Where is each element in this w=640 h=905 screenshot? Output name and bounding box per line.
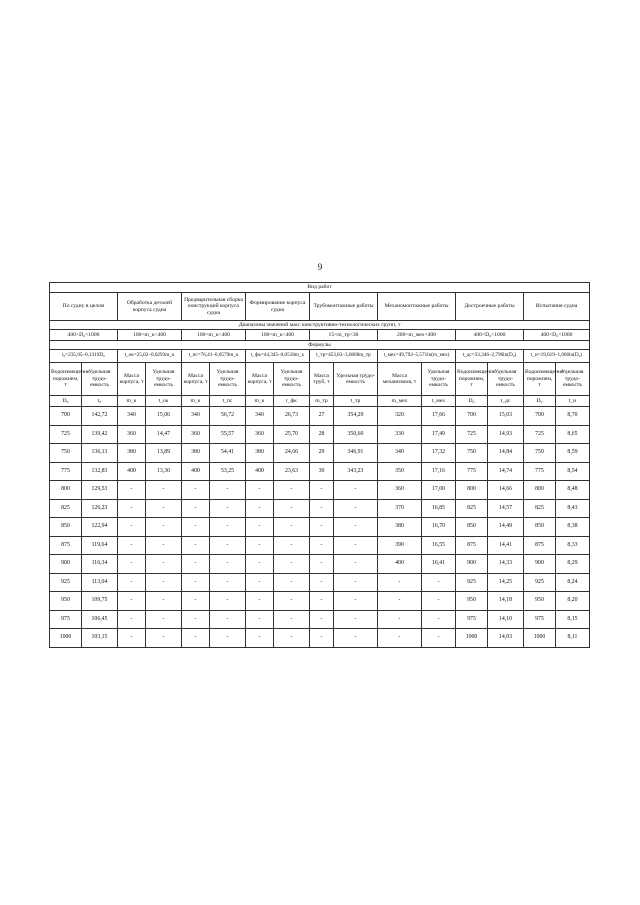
table-cell: 16,41 xyxy=(422,555,456,574)
table-cell: 850 xyxy=(456,518,488,537)
table-cell: 800 xyxy=(524,481,556,500)
table-row xyxy=(50,629,590,648)
column-header: Масса механизмов, т xyxy=(378,363,422,396)
column-header: Масса корпуса, т xyxy=(118,363,146,396)
table-row xyxy=(50,555,590,574)
work-type-header: Достроечные работы xyxy=(456,293,524,321)
mass-range-cell: 15<m_тр<30 xyxy=(310,330,378,341)
table-cell: 17,32 xyxy=(422,444,456,463)
table-cell: - xyxy=(310,518,334,537)
table-cell: 1000 xyxy=(456,629,488,648)
table-cell: 16,70 xyxy=(422,518,456,537)
table-cell: 14,57 xyxy=(488,499,524,518)
column-header: Удельная трудо-емкость xyxy=(210,363,246,396)
table-cell: 400 xyxy=(118,462,146,481)
table-cell: 750 xyxy=(456,444,488,463)
table-cell: - xyxy=(274,592,310,611)
table-cell: - xyxy=(182,629,210,648)
table-cell: 16,55 xyxy=(422,536,456,555)
table-cell: - xyxy=(210,499,246,518)
table-cell: 775 xyxy=(524,462,556,481)
table-cell: 750 xyxy=(50,444,82,463)
table-cell: 343,23 xyxy=(334,462,378,481)
table-cell: - xyxy=(118,481,146,500)
table-cell: 14,18 xyxy=(488,592,524,611)
table-cell: 16,85 xyxy=(422,499,456,518)
table-cell: 54,41 xyxy=(210,444,246,463)
table-cell: 8,29 xyxy=(556,555,590,574)
column-header: Удельная трудо-емкость xyxy=(334,363,378,396)
table-cell: 330 xyxy=(378,425,422,444)
table-cell: - xyxy=(378,573,422,592)
table-cell: - xyxy=(210,518,246,537)
table-cell: - xyxy=(378,592,422,611)
table-cell: 800 xyxy=(50,481,82,500)
mass-range-cell: 400<D₀<1000 xyxy=(456,330,524,341)
table-cell: - xyxy=(310,573,334,592)
table-cell: 13,89 xyxy=(146,444,182,463)
mass-range-cell: 200<m_мех<400 xyxy=(378,330,456,341)
mass-range-cell: 400<D₀<1000 xyxy=(50,330,118,341)
column-symbol: m_к xyxy=(246,396,274,407)
column-header: Удельная трудо-емкость xyxy=(488,363,524,396)
mass-range-cell: 400<D₀<1000 xyxy=(524,330,590,341)
table-cell: 340 xyxy=(118,407,146,426)
table-cell: 875 xyxy=(50,536,82,555)
table-cell: - xyxy=(310,610,334,629)
table-cell: - xyxy=(310,536,334,555)
ranges-title: Диапазоны значений масс конструктивно-технологических групп, т xyxy=(50,321,590,330)
column-symbol: m_к xyxy=(118,396,146,407)
table-cell: - xyxy=(246,481,274,500)
table-cell: 8,33 xyxy=(556,536,590,555)
table-cell: - xyxy=(146,499,182,518)
table-cell: 55,57 xyxy=(210,425,246,444)
table-cell: 925 xyxy=(50,573,82,592)
work-type-header: Механомонтажные работы xyxy=(378,293,456,321)
table-cell: 360 xyxy=(182,425,210,444)
table-cell: 25,70 xyxy=(274,425,310,444)
table-row xyxy=(50,444,590,463)
table-row xyxy=(50,610,590,629)
table-cell: 400 xyxy=(246,462,274,481)
table-cell: - xyxy=(146,610,182,629)
table-cell: - xyxy=(334,555,378,574)
table-cell: 14,74 xyxy=(488,462,524,481)
table-cell: 14,33 xyxy=(488,555,524,574)
work-type-header: Предварительная сборка конструкций корпуса судна xyxy=(182,293,246,321)
table-cell: - xyxy=(118,573,146,592)
table-cell: 875 xyxy=(524,536,556,555)
table-cell: 28 xyxy=(310,425,334,444)
table-cell: 122,94 xyxy=(82,518,118,537)
column-header: Масса корпуса, т xyxy=(182,363,210,396)
table-cell: 17,49 xyxy=(422,425,456,444)
table-cell: 26,73 xyxy=(274,407,310,426)
table-cell: 126,23 xyxy=(82,499,118,518)
table-cell: 24,66 xyxy=(274,444,310,463)
mass-range-cell: 100<m_к<400 xyxy=(118,330,182,341)
table-cell: - xyxy=(378,610,422,629)
table-cell: 340 xyxy=(182,407,210,426)
work-type-header: По судну в целом xyxy=(50,293,118,321)
table-cell: 116,34 xyxy=(82,555,118,574)
table-cell: 13,30 xyxy=(146,462,182,481)
table-cell: 17,66 xyxy=(422,407,456,426)
table-cell: 109,75 xyxy=(82,592,118,611)
table-cell: 925 xyxy=(524,573,556,592)
table-cell: 340 xyxy=(246,407,274,426)
column-symbol: m_тр xyxy=(310,396,334,407)
table-cell: - xyxy=(378,629,422,648)
table-cell: - xyxy=(146,592,182,611)
table-cell: - xyxy=(146,555,182,574)
table-cell: 700 xyxy=(50,407,82,426)
table-cell: 825 xyxy=(50,499,82,518)
table-cell: 136,13 xyxy=(82,444,118,463)
table-cell: - xyxy=(274,499,310,518)
table-cell: 8,38 xyxy=(556,518,590,537)
table-cell: - xyxy=(182,536,210,555)
table-cell: - xyxy=(274,629,310,648)
table-cell: 800 xyxy=(456,481,488,500)
table-cell: - xyxy=(274,610,310,629)
table-cell: 380 xyxy=(182,444,210,463)
column-header: Удельная трудо-емкость xyxy=(146,363,182,396)
column-symbol: D₀ xyxy=(456,396,488,407)
table-cell: 390 xyxy=(378,536,422,555)
table-cell: 14,84 xyxy=(488,444,524,463)
work-type-header: Формирование корпуса судна xyxy=(246,293,310,321)
table-cell: 14,25 xyxy=(488,573,524,592)
table-cell: 139,42 xyxy=(82,425,118,444)
table-cell: - xyxy=(246,573,274,592)
table-cell: 113,04 xyxy=(82,573,118,592)
table-cell: - xyxy=(334,629,378,648)
column-header: Масса корпуса, т xyxy=(246,363,274,396)
table-cell: 950 xyxy=(524,592,556,611)
table-cell: - xyxy=(210,573,246,592)
table-cell: 132,83 xyxy=(82,462,118,481)
table-row xyxy=(50,573,590,592)
table-cell: - xyxy=(210,481,246,500)
table-cell: - xyxy=(118,629,146,648)
table-cell: 360 xyxy=(246,425,274,444)
column-symbol: t_пс xyxy=(210,396,246,407)
table-cell: 775 xyxy=(50,462,82,481)
table-cell: 350 xyxy=(378,462,422,481)
table-cell: 700 xyxy=(456,407,488,426)
table-cell: - xyxy=(334,610,378,629)
table-cell: - xyxy=(422,573,456,592)
table-cell: - xyxy=(274,536,310,555)
column-symbol: m_мех xyxy=(378,396,422,407)
column-header: Водоизмещение порожнем, т xyxy=(456,363,488,396)
table-cell: 354,29 xyxy=(334,407,378,426)
table-cell: 340 xyxy=(378,444,422,463)
table-cell: - xyxy=(146,518,182,537)
table-cell: 8,11 xyxy=(556,629,590,648)
table-cell: 950 xyxy=(456,592,488,611)
column-symbol: m_к xyxy=(182,396,210,407)
formula-cell: t_и=19,619–1,666ln(D₀) xyxy=(524,350,590,363)
table-cell: - xyxy=(334,536,378,555)
table-cell: - xyxy=(118,555,146,574)
table-cell: - xyxy=(210,555,246,574)
table-cell: 106,45 xyxy=(82,610,118,629)
work-type-header: Обработка деталей корпуса судна xyxy=(118,293,182,321)
column-header: Масса труб, т xyxy=(310,363,334,396)
table-cell: - xyxy=(334,518,378,537)
table-row xyxy=(50,481,590,500)
table-cell: 360 xyxy=(118,425,146,444)
table-cell: 350,60 xyxy=(334,425,378,444)
table-cell: - xyxy=(210,592,246,611)
formula-cell: t_пс=76,41–0,0579m_к xyxy=(182,350,246,363)
table-cell: - xyxy=(246,518,274,537)
table-cell: - xyxy=(210,536,246,555)
table-cell: 725 xyxy=(50,425,82,444)
table-row xyxy=(50,407,590,426)
column-symbol: t_фк xyxy=(274,396,310,407)
column-symbol: t_дс xyxy=(488,396,524,407)
table-row xyxy=(50,592,590,611)
table-cell: 8,65 xyxy=(556,425,590,444)
table-cell: 400 xyxy=(378,555,422,574)
table-cell: 8,54 xyxy=(556,462,590,481)
table-cell: 14,49 xyxy=(488,518,524,537)
table-cell: 14,03 xyxy=(488,629,524,648)
table-cell: 975 xyxy=(524,610,556,629)
table-cell: - xyxy=(310,629,334,648)
table-cell: 700 xyxy=(524,407,556,426)
column-symbol: t_и xyxy=(556,396,590,407)
table-cell: 875 xyxy=(456,536,488,555)
table-cell: 119,64 xyxy=(82,536,118,555)
table-cell: 850 xyxy=(50,518,82,537)
column-symbol: t_ок xyxy=(146,396,182,407)
table-cell: - xyxy=(274,518,310,537)
table-cell: 14,10 xyxy=(488,610,524,629)
table-cell: - xyxy=(274,555,310,574)
table-cell: 8,20 xyxy=(556,592,590,611)
table-cell: 8,59 xyxy=(556,444,590,463)
formula-cell: t_ок=25,02–0,0293m_к xyxy=(118,350,182,363)
table-cell: 17,16 xyxy=(422,462,456,481)
table-cell: 14,47 xyxy=(146,425,182,444)
table-cell: 900 xyxy=(524,555,556,574)
table-cell: - xyxy=(118,610,146,629)
formula-cell: t_мех=49,792–5,571ln(m_мех) xyxy=(378,350,456,363)
table-cell: - xyxy=(334,573,378,592)
table-cell: - xyxy=(246,499,274,518)
table-cell: - xyxy=(182,499,210,518)
table-title: Вид работ xyxy=(50,283,590,293)
table-cell: - xyxy=(310,555,334,574)
table-cell: 30 xyxy=(310,462,334,481)
table-cell: 142,72 xyxy=(82,407,118,426)
column-header: Удельная трудо-емкость xyxy=(274,363,310,396)
table-cell: - xyxy=(334,499,378,518)
table-cell: - xyxy=(246,610,274,629)
table-cell: - xyxy=(274,573,310,592)
column-header: Водоизмещение порожнем, т xyxy=(524,363,556,396)
table-cell: - xyxy=(146,629,182,648)
table-cell: - xyxy=(210,629,246,648)
table-row xyxy=(50,425,590,444)
page-number: 9 xyxy=(317,262,323,272)
formulas-title: Формулы xyxy=(50,341,590,350)
column-header: Водоизмещение порожнем, т xyxy=(50,363,82,396)
table-cell: 750 xyxy=(524,444,556,463)
table-cell: - xyxy=(422,610,456,629)
column-header: Удельная трудо-емкость xyxy=(82,363,118,396)
table-cell: 380 xyxy=(378,518,422,537)
table-cell: 8,15 xyxy=(556,610,590,629)
table-cell: 725 xyxy=(456,425,488,444)
table-cell: 360 xyxy=(378,481,422,500)
table-cell: 14,93 xyxy=(488,425,524,444)
table-cell: 56,72 xyxy=(210,407,246,426)
table-cell: - xyxy=(422,592,456,611)
table-cell: 775 xyxy=(456,462,488,481)
table-cell: - xyxy=(182,592,210,611)
table-cell: - xyxy=(182,610,210,629)
work-type-header: Испытания судна xyxy=(524,293,590,321)
table-cell: 1000 xyxy=(50,629,82,648)
table-cell: - xyxy=(334,592,378,611)
table-cell: - xyxy=(182,481,210,500)
column-symbol: D₀ xyxy=(524,396,556,407)
table-cell: - xyxy=(118,536,146,555)
table-cell: 380 xyxy=(246,444,274,463)
table-cell: 900 xyxy=(456,555,488,574)
table-cell: - xyxy=(182,518,210,537)
table-cell: 975 xyxy=(456,610,488,629)
labor-intensity-table xyxy=(49,282,590,648)
table-cell: 900 xyxy=(50,555,82,574)
column-header: Удельная трудо-емкость xyxy=(556,363,590,396)
table-cell: 346,91 xyxy=(334,444,378,463)
table-cell: 27 xyxy=(310,407,334,426)
column-symbol: t_тр xyxy=(334,396,378,407)
table-row xyxy=(50,536,590,555)
mass-range-cell: 100<m_к<400 xyxy=(246,330,310,341)
table-cell: 14,41 xyxy=(488,536,524,555)
table-cell: 15,03 xyxy=(488,407,524,426)
table-cell: 29 xyxy=(310,444,334,463)
table-row xyxy=(50,462,590,481)
table-cell: - xyxy=(118,499,146,518)
table-cell: - xyxy=(146,536,182,555)
mass-range-cell: 100<m_к<400 xyxy=(182,330,246,341)
table-cell: - xyxy=(182,555,210,574)
table-cell: 320 xyxy=(378,407,422,426)
table-cell: 370 xyxy=(378,499,422,518)
column-symbol: t_мех xyxy=(422,396,456,407)
column-symbol: D₀ xyxy=(50,396,82,407)
table-cell: - xyxy=(274,481,310,500)
table-row xyxy=(50,499,590,518)
table-cell: 23,63 xyxy=(274,462,310,481)
table-cell: 825 xyxy=(524,499,556,518)
column-symbol: t₀ xyxy=(82,396,118,407)
table-cell: - xyxy=(210,610,246,629)
table-cell: - xyxy=(310,592,334,611)
table-cell: 8,24 xyxy=(556,573,590,592)
table-cell: - xyxy=(182,573,210,592)
formula-cell: t_дс=33,346–2,796ln(D₀) xyxy=(456,350,524,363)
table-cell: 14,66 xyxy=(488,481,524,500)
table-cell: 1000 xyxy=(524,629,556,648)
table-cell: 825 xyxy=(456,499,488,518)
table-cell: 8,43 xyxy=(556,499,590,518)
table-cell: - xyxy=(246,555,274,574)
table-cell: - xyxy=(146,573,182,592)
table-cell: 380 xyxy=(118,444,146,463)
table-cell: 103,15 xyxy=(82,629,118,648)
table-cell: 8,48 xyxy=(556,481,590,500)
table-cell: - xyxy=(246,536,274,555)
work-type-header: Трубомонтажные работы xyxy=(310,293,378,321)
table-cell: - xyxy=(246,592,274,611)
table-cell: 129,53 xyxy=(82,481,118,500)
formula-cell: t_тр=453,83–3,6868m_тр xyxy=(310,350,378,363)
table-cell: 53,25 xyxy=(210,462,246,481)
table-cell: 850 xyxy=(524,518,556,537)
table-cell: 950 xyxy=(50,592,82,611)
table-cell: - xyxy=(246,629,274,648)
column-header: Удельная трудо-емкость xyxy=(422,363,456,396)
table-cell: - xyxy=(422,629,456,648)
table-cell: 975 xyxy=(50,610,82,629)
table-cell: - xyxy=(334,481,378,500)
table-cell: 725 xyxy=(524,425,556,444)
table-cell: - xyxy=(310,481,334,500)
table-cell: - xyxy=(118,592,146,611)
table-cell: 17,00 xyxy=(422,481,456,500)
formula-cell: t₀=235,05–0,1319D₀ xyxy=(50,350,118,363)
table-cell: 400 xyxy=(182,462,210,481)
table-cell: - xyxy=(146,481,182,500)
table-cell: 15,06 xyxy=(146,407,182,426)
table-cell: 8,70 xyxy=(556,407,590,426)
table-row xyxy=(50,518,590,537)
table-cell: - xyxy=(310,499,334,518)
table-cell: 925 xyxy=(456,573,488,592)
table-cell: - xyxy=(118,518,146,537)
formula-cell: t_фк=44,345–0,0518m_к xyxy=(246,350,310,363)
